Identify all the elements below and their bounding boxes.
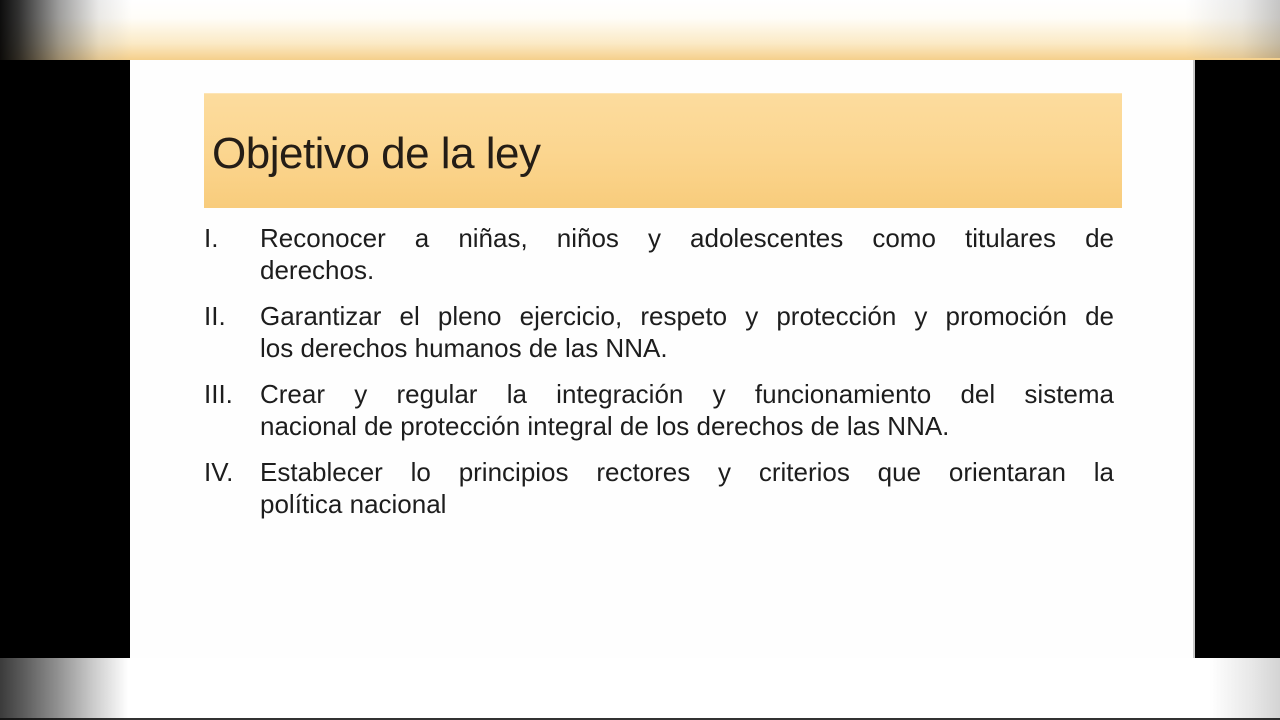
- bottom-left-corner-shadow: [0, 658, 135, 720]
- list-item: [204, 378, 1114, 442]
- list-item-line: los derechos humanos de las NNA.: [260, 333, 668, 363]
- top-left-corner-shadow: [0, 0, 132, 60]
- list-item-line: derechos.: [260, 255, 375, 285]
- list-item-line: política nacional: [260, 489, 447, 519]
- list-item-number: IV.: [204, 457, 234, 487]
- list-item-line: nacional de protección integral de los derechos de las NNA.: [260, 411, 950, 441]
- list-item: [204, 300, 1114, 364]
- list-item: [204, 222, 1114, 286]
- objectives-list: [204, 222, 1114, 534]
- list-item-text: [260, 222, 1114, 286]
- top-gradient-band: [0, 0, 1280, 60]
- list-item-text: [260, 300, 1114, 364]
- list-item-line: Reconocer a niñas, niños y adolescentes como titulares de: [260, 223, 1114, 253]
- list-item-line: Garantizar el pleno ejercicio, respeto y protección y promoción de: [260, 301, 1114, 331]
- list-item-text: [260, 378, 1114, 442]
- list-item-line: Establecer lo principios rectores y criterios que orientaran la: [260, 457, 1114, 487]
- bottom-white-strip: [0, 658, 1280, 720]
- list-item-number: II.: [204, 301, 226, 331]
- list-item-text: [260, 456, 1114, 520]
- left-letterbox-bar: [0, 60, 130, 658]
- top-right-corner-shadow: [1185, 0, 1280, 58]
- list-item-number: III.: [204, 379, 233, 409]
- slide-title-box: [204, 93, 1122, 208]
- slide-title: Objetivo de la ley: [212, 129, 541, 178]
- list-item: [204, 456, 1114, 520]
- list-item-number: I.: [204, 223, 219, 253]
- right-letterbox-bar: [1193, 60, 1280, 658]
- list-item-line: Crear y regular la integración y funcionamiento del sistema: [260, 379, 1114, 409]
- bottom-right-corner-shadow: [1192, 658, 1280, 720]
